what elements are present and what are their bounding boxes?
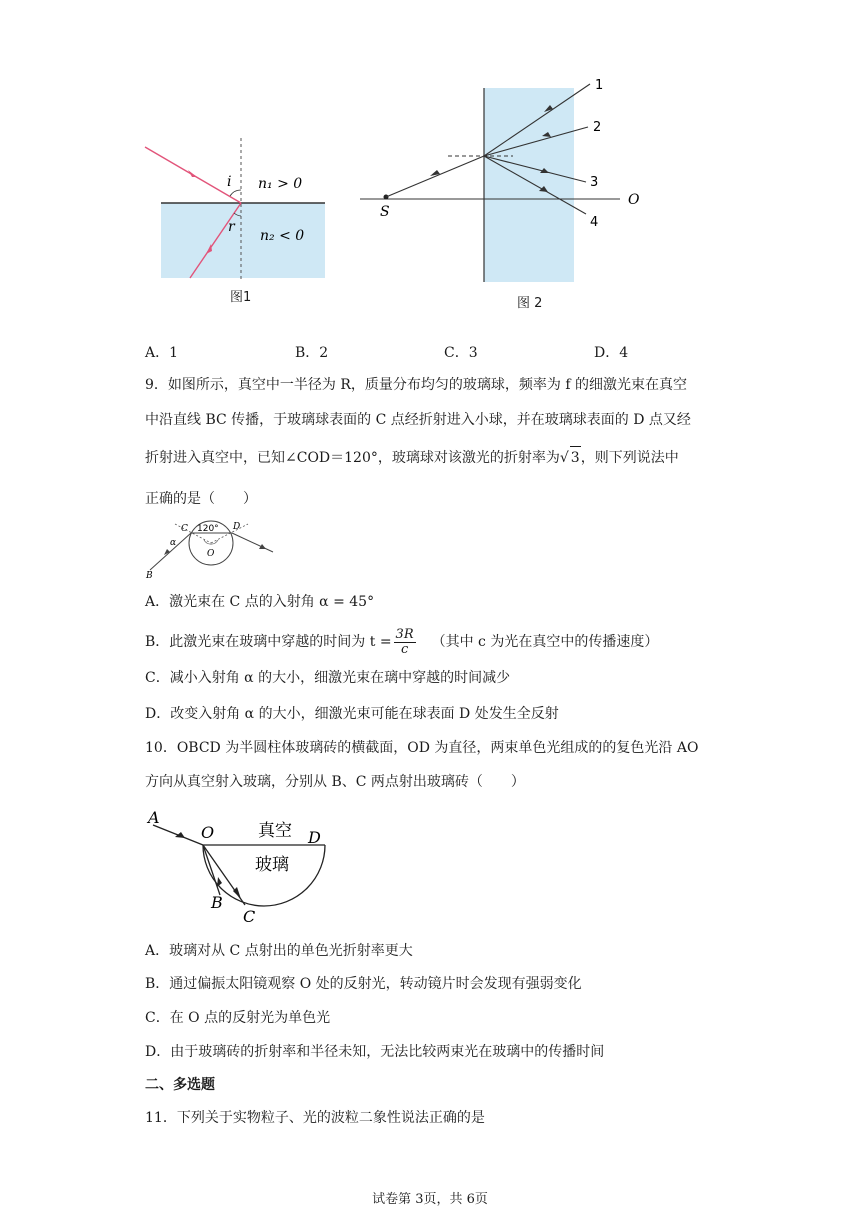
angle-i-arc <box>230 190 241 196</box>
label-glass: 玻璃 <box>255 855 289 875</box>
label-O: O <box>207 549 215 559</box>
q9-option-c: C．减小入射角 α 的大小，细激光束在璃中穿越的时间减少 <box>145 670 511 686</box>
ray-label-3: 3 <box>590 175 599 190</box>
label-C: C <box>243 907 256 923</box>
incident-ray <box>386 156 484 197</box>
ray-to-B <box>203 845 220 895</box>
fraction-numerator: 3R <box>395 626 414 642</box>
label-D: D <box>233 522 241 532</box>
label-alpha: α <box>170 538 177 548</box>
label-O: O <box>201 823 215 842</box>
q9-line3-post: ，则下列说法中 <box>580 450 679 466</box>
q8-option-a: A．1 <box>145 345 179 361</box>
q8-option-c: C．3 <box>444 345 478 361</box>
exit-beam <box>232 533 273 552</box>
label-n1: n₁ > 0 <box>258 176 303 192</box>
ray-label-2: 2 <box>593 120 602 135</box>
q9-stem-line-1: 9．如图所示，真空中一半径为 R，质量分布均匀的玻璃球，频率为 f 的细激光束在真空 <box>145 377 687 393</box>
label-A: A <box>148 808 160 827</box>
label-r: r <box>228 219 235 235</box>
q10-option-c: C．在 O 点的反射光为单色光 <box>145 1010 331 1026</box>
label-i: i <box>227 174 232 190</box>
q10-option-b: B．通过偏振太阳镜观察 O 处的反射光，转动镜片时会发现有强弱变化 <box>145 976 582 992</box>
figure-1-caption: 图1 <box>230 290 252 305</box>
q9-option-a: A．激光束在 C 点的入射角 α = 45° <box>145 594 375 610</box>
q11-stem: 11．下列关于实物粒子、光的波粒二象性说法正确的是 <box>145 1110 485 1126</box>
ray-label-1: 1 <box>595 78 604 93</box>
q9-line3-pre: 折射进入真空中，已知∠COD＝120°，玻璃球对该激光的折射率为 <box>145 450 560 466</box>
label-angle: 120° <box>197 524 219 534</box>
ray-label-4: 4 <box>590 215 599 230</box>
sqrt-sign: √ <box>559 450 569 466</box>
q9-stem-line-4: 正确的是（ ） <box>145 491 257 507</box>
q9-figure <box>140 518 280 580</box>
q9-stem-line-3 <box>145 446 679 469</box>
label-vacuum: 真空 <box>258 821 292 841</box>
glass-slab <box>484 88 574 282</box>
q8-option-d: D．4 <box>594 345 629 361</box>
page-footer: 试卷第 3页，共 6页 <box>372 1192 488 1207</box>
label-D: D <box>308 828 321 847</box>
q10-stem-line-1: 10．OBCD 为半圆柱体玻璃砖的横截面，OD 为直径，两束单色光组成的的复色光沿 AO <box>145 740 699 756</box>
q9-option-b-post: （其中 c 为光在真空中的传播速度） <box>431 634 659 650</box>
time-fraction <box>394 628 416 657</box>
label-O: O <box>628 192 640 208</box>
q10-figure <box>145 805 335 923</box>
label-B: B <box>146 571 153 580</box>
label-B: B <box>211 893 223 912</box>
q8-option-b: B．2 <box>295 345 329 361</box>
q10-option-a: A．玻璃对从 C 点射出的单色光折射率更大 <box>145 943 413 959</box>
section-heading-multiple-choice: 二、多选题 <box>145 1077 215 1093</box>
q9-option-b-pre: B．此激光束在玻璃中穿越的时间为 t = <box>145 634 392 650</box>
q9-sqrt-value: 3 <box>570 446 581 469</box>
label-n2: n₂ < 0 <box>260 228 305 244</box>
fraction-denominator: c <box>400 641 409 657</box>
figure-2-caption: 图 2 <box>517 296 543 311</box>
q10-stem-line-2: 方向从真空射入玻璃，分别从 B、C 两点射出玻璃砖（ ） <box>145 774 525 790</box>
ray-B-arrow <box>217 877 222 887</box>
label-C: C <box>181 524 188 534</box>
figure-2 <box>358 70 658 290</box>
q9-option-b <box>145 625 658 659</box>
q10-option-d: D．由于玻璃砖的折射率和半径未知，无法比较两束光在玻璃中的传播时间 <box>145 1044 605 1060</box>
q9-stem-line-2: 中沿直线 BC 传播，于玻璃球表面的 C 点经折射进入小球，并在玻璃球表面的 D 点又经 <box>145 412 691 428</box>
label-S: S <box>380 204 390 220</box>
q9-option-d: D．改变入射角 α 的大小，细激光束可能在球表面 D 处发生全反射 <box>145 706 559 722</box>
